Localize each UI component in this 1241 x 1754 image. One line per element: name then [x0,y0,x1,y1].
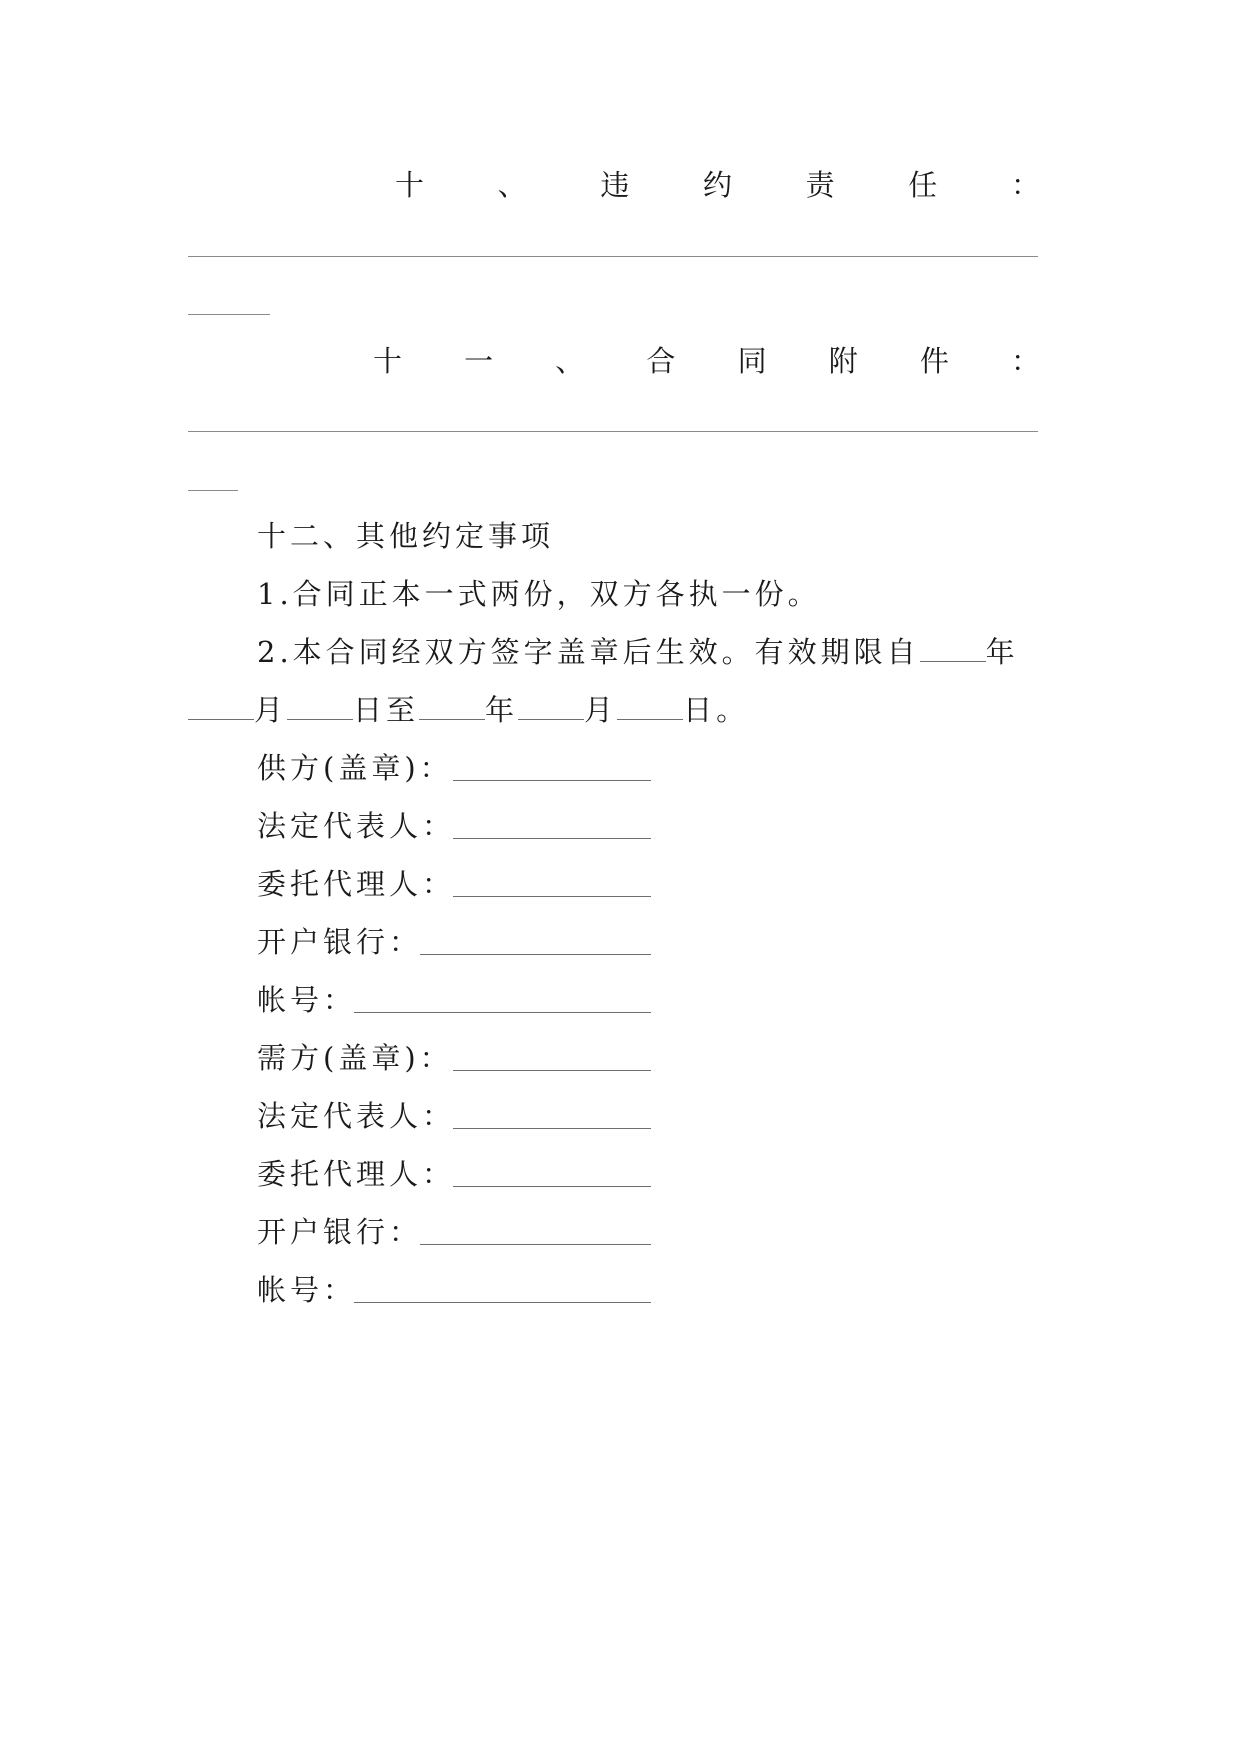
month-label: 月 [254,693,288,727]
supplier-agent-label: 委托代理人： [257,867,456,901]
buyer-bank-line [420,1244,651,1245]
section-10-fill-line [188,256,1038,257]
section-11-char: 同 [737,344,767,378]
section-10-char: 十 [395,168,425,202]
section-12-item-1: 1.合同正本一式两份，双方各执一份。 [257,577,821,611]
day2-blank [617,695,683,720]
section-11-fill-line [188,431,1038,432]
section-11-char: 一 [464,344,494,378]
supplier-seal-line [453,780,651,781]
year2-blank [419,695,485,720]
section-10-char: 违 [600,168,630,202]
buyer-seal-line [453,1070,651,1071]
buyer-agent-label: 委托代理人： [257,1157,456,1191]
buyer-bank-label: 开户银行： [257,1215,423,1249]
supplier-agent-line [453,896,651,897]
section-10-char: 、 [497,168,527,202]
buyer-legal-rep-line [453,1128,651,1129]
section-11-char: 附 [828,344,858,378]
year-label: 年 [985,635,1019,669]
year2-label: 年 [485,693,519,727]
item-2-text: 2.本合同经双方签字盖章后生效。有效期限自 [257,635,920,669]
buyer-account-line [354,1302,651,1303]
supplier-bank-label: 开户银行： [257,925,423,959]
buyer-agent-line [453,1186,651,1187]
year-blank [920,637,986,662]
supplier-account-line [354,1012,651,1013]
section-11-fill-line-short [188,490,238,491]
section-11-heading [373,343,1040,379]
supplier-legal-rep-label: 法定代表人： [257,809,456,843]
section-10-heading [395,167,1040,203]
section-12-heading: 十二、其他约定事项 [257,519,555,553]
month-blank [188,695,254,720]
section-12-item-2-cont [188,692,749,728]
month2-label: 月 [584,693,618,727]
supplier-bank-line [420,954,651,955]
section-11-char: ： [1010,344,1040,378]
section-11-char: 十 [373,344,403,378]
section-11-char: 件 [919,344,949,378]
buyer-account-label: 帐号： [257,1273,357,1307]
supplier-account-label: 帐号： [257,983,357,1017]
buyer-legal-rep-label: 法定代表人： [257,1099,456,1133]
section-11-char: 合 [646,344,676,378]
section-10-fill-line-short [188,314,270,315]
section-11-char: 、 [555,344,585,378]
day-to-label: 日至 [353,693,420,727]
day-blank [287,695,353,720]
section-10-char: 责 [805,168,835,202]
month2-blank [518,695,584,720]
supplier-seal-label: 供方(盖章)： [257,751,453,785]
section-10-char: ： [1010,168,1040,202]
supplier-legal-rep-line [453,838,651,839]
section-10-char: 约 [702,168,732,202]
buyer-seal-label: 需方(盖章)： [257,1041,453,1075]
section-12-item-2 [257,634,1019,670]
day2-label: 日。 [683,693,750,727]
section-10-char: 任 [908,168,938,202]
